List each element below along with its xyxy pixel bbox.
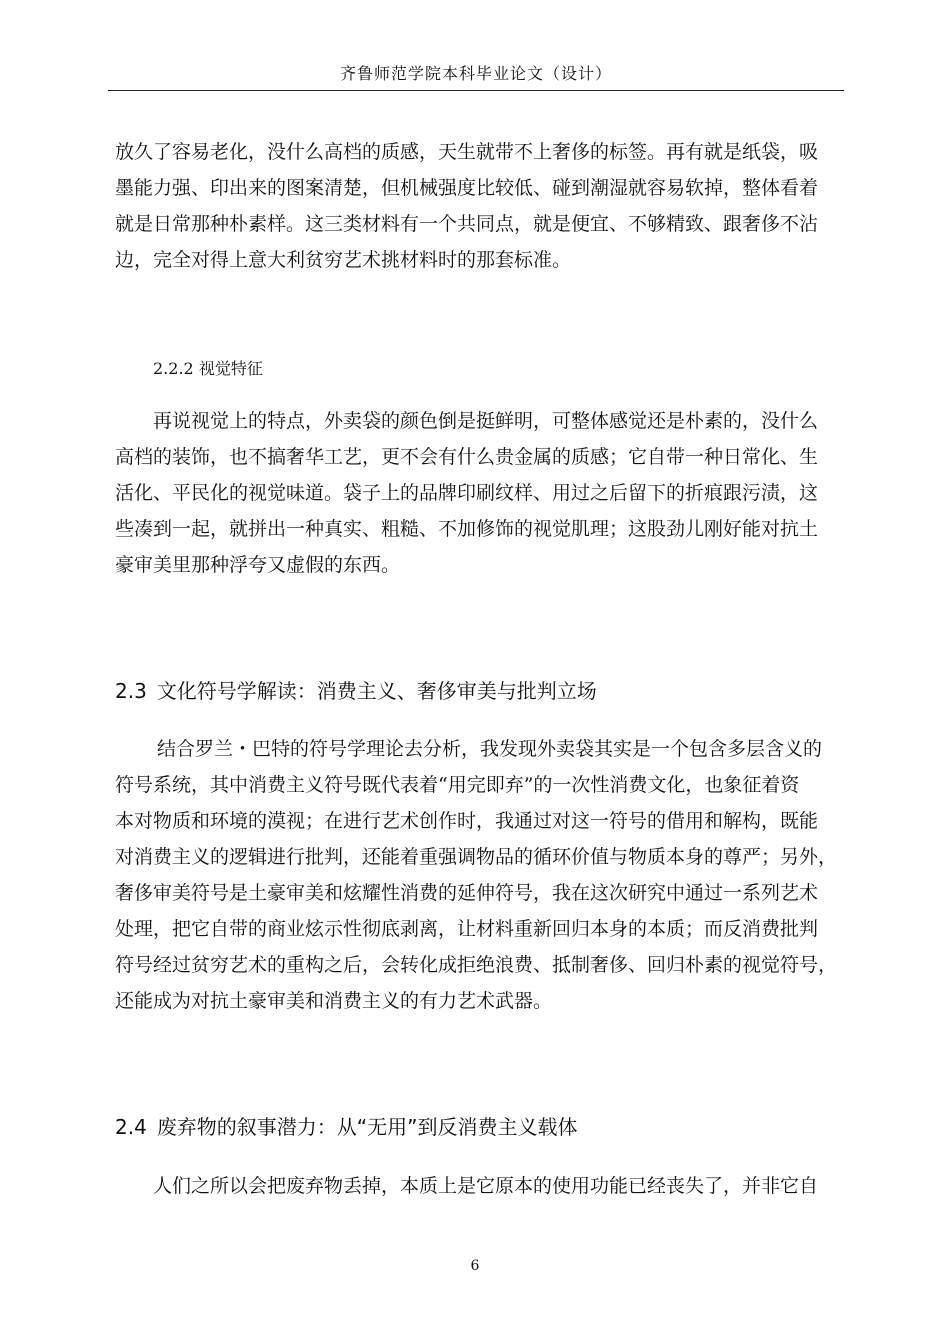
text-line: 再说视觉上的特点，外卖袋的颜色倒是挺鲜明，可整体感觉还是朴素的，没什么 [153, 410, 819, 432]
section-heading-2-4 [115, 1113, 578, 1141]
text-line: 对消费主义的逻辑进行批判，还能着重强调物品的循环价值与物质本身的尊严；另外， [115, 846, 838, 868]
text-line: 墨能力强、印出来的图案清楚，但机械强度比较低、碰到潮湿就容易软掉，整体看着 [115, 177, 819, 199]
text-line: 豪审美里那种浮夸又虚假的东西。 [115, 554, 401, 576]
paragraph-waste-narrative [115, 1168, 841, 1204]
paragraph-materials [115, 134, 841, 278]
text-line: 还能成为对抗土豪审美和消费主义的有力艺术武器。 [115, 990, 553, 1012]
text-line: 本对物质和环境的漠视；在进行艺术创作时，我通过对这一符号的借用和解构，既能 [115, 810, 819, 832]
paragraph-visual-features [115, 403, 841, 583]
text-line: 处理，把它自带的商业炫示性彻底剥离，让材料重新回归本身的本质；而反消费批判 [115, 918, 819, 940]
text-line: 边，完全对得上意大利贫穷艺术挑材料时的那套标准。 [115, 249, 572, 271]
text-line: 结合罗兰・巴特的符号学理论去分析，我发现外卖袋其实是一个包含多层含义的 [157, 738, 823, 760]
page-number: 6 [470, 1258, 480, 1274]
text-line: 奢侈审美符号是土豪审美和炫耀性消费的延伸符号，我在这次研究中通过一系列艺术 [115, 882, 819, 904]
subsection-number: 2.2.2 [153, 359, 194, 378]
section-title: 废弃物的叙事潜力：从“无用”到反消费主义载体 [156, 1115, 578, 1139]
running-header: 齐鲁师范学院本科毕业论文（设计） [339, 64, 612, 83]
section-number: 2.4 [115, 1115, 147, 1139]
section-title: 文化符号学解读：消费主义、奢侈审美与批判立场 [156, 679, 597, 703]
text-line: 符号经过贫穷艺术的重构之后，会转化成拒绝浪费、抵制奢侈、回归朴素的视觉符号， [115, 954, 838, 976]
text-line: 就是日常那种朴素样。这三类材料有一个共同点，就是便宜、不够精致、跟奢侈不沾 [115, 213, 819, 235]
paragraph-semiotics [115, 731, 841, 1019]
text-line: 活化、平民化的视觉味道。袋子上的品牌印刷纹样、用过之后留下的折痕跟污渍，这 [115, 482, 819, 504]
text-line: 高档的装饰，也不搞奢华工艺，更不会有什么贵金属的质感；它自带一种日常化、生 [115, 446, 819, 468]
section-number: 2.3 [115, 679, 147, 703]
subsection-heading-2-2-2 [153, 359, 263, 379]
subsection-title: 视觉特征 [198, 359, 263, 378]
header-rule [108, 90, 844, 91]
text-line: 些凑到一起，就拼出一种真实、粗糙、不加修饰的视觉肌理；这股劲儿刚好能对抗土 [115, 518, 819, 540]
section-heading-2-3 [115, 677, 597, 705]
text-line: 符号系统，其中消费主义符号既代表着“用完即弃”的一次性消费文化，也象征着资 [115, 774, 800, 796]
text-line: 人们之所以会把废弃物丢掉，本质上是它原本的使用功能已经丧失了，并非它自 [153, 1175, 819, 1197]
text-line: 放久了容易老化，没什么高档的质感，天生就带不上奢侈的标签。再有就是纸袋，吸 [115, 141, 819, 163]
